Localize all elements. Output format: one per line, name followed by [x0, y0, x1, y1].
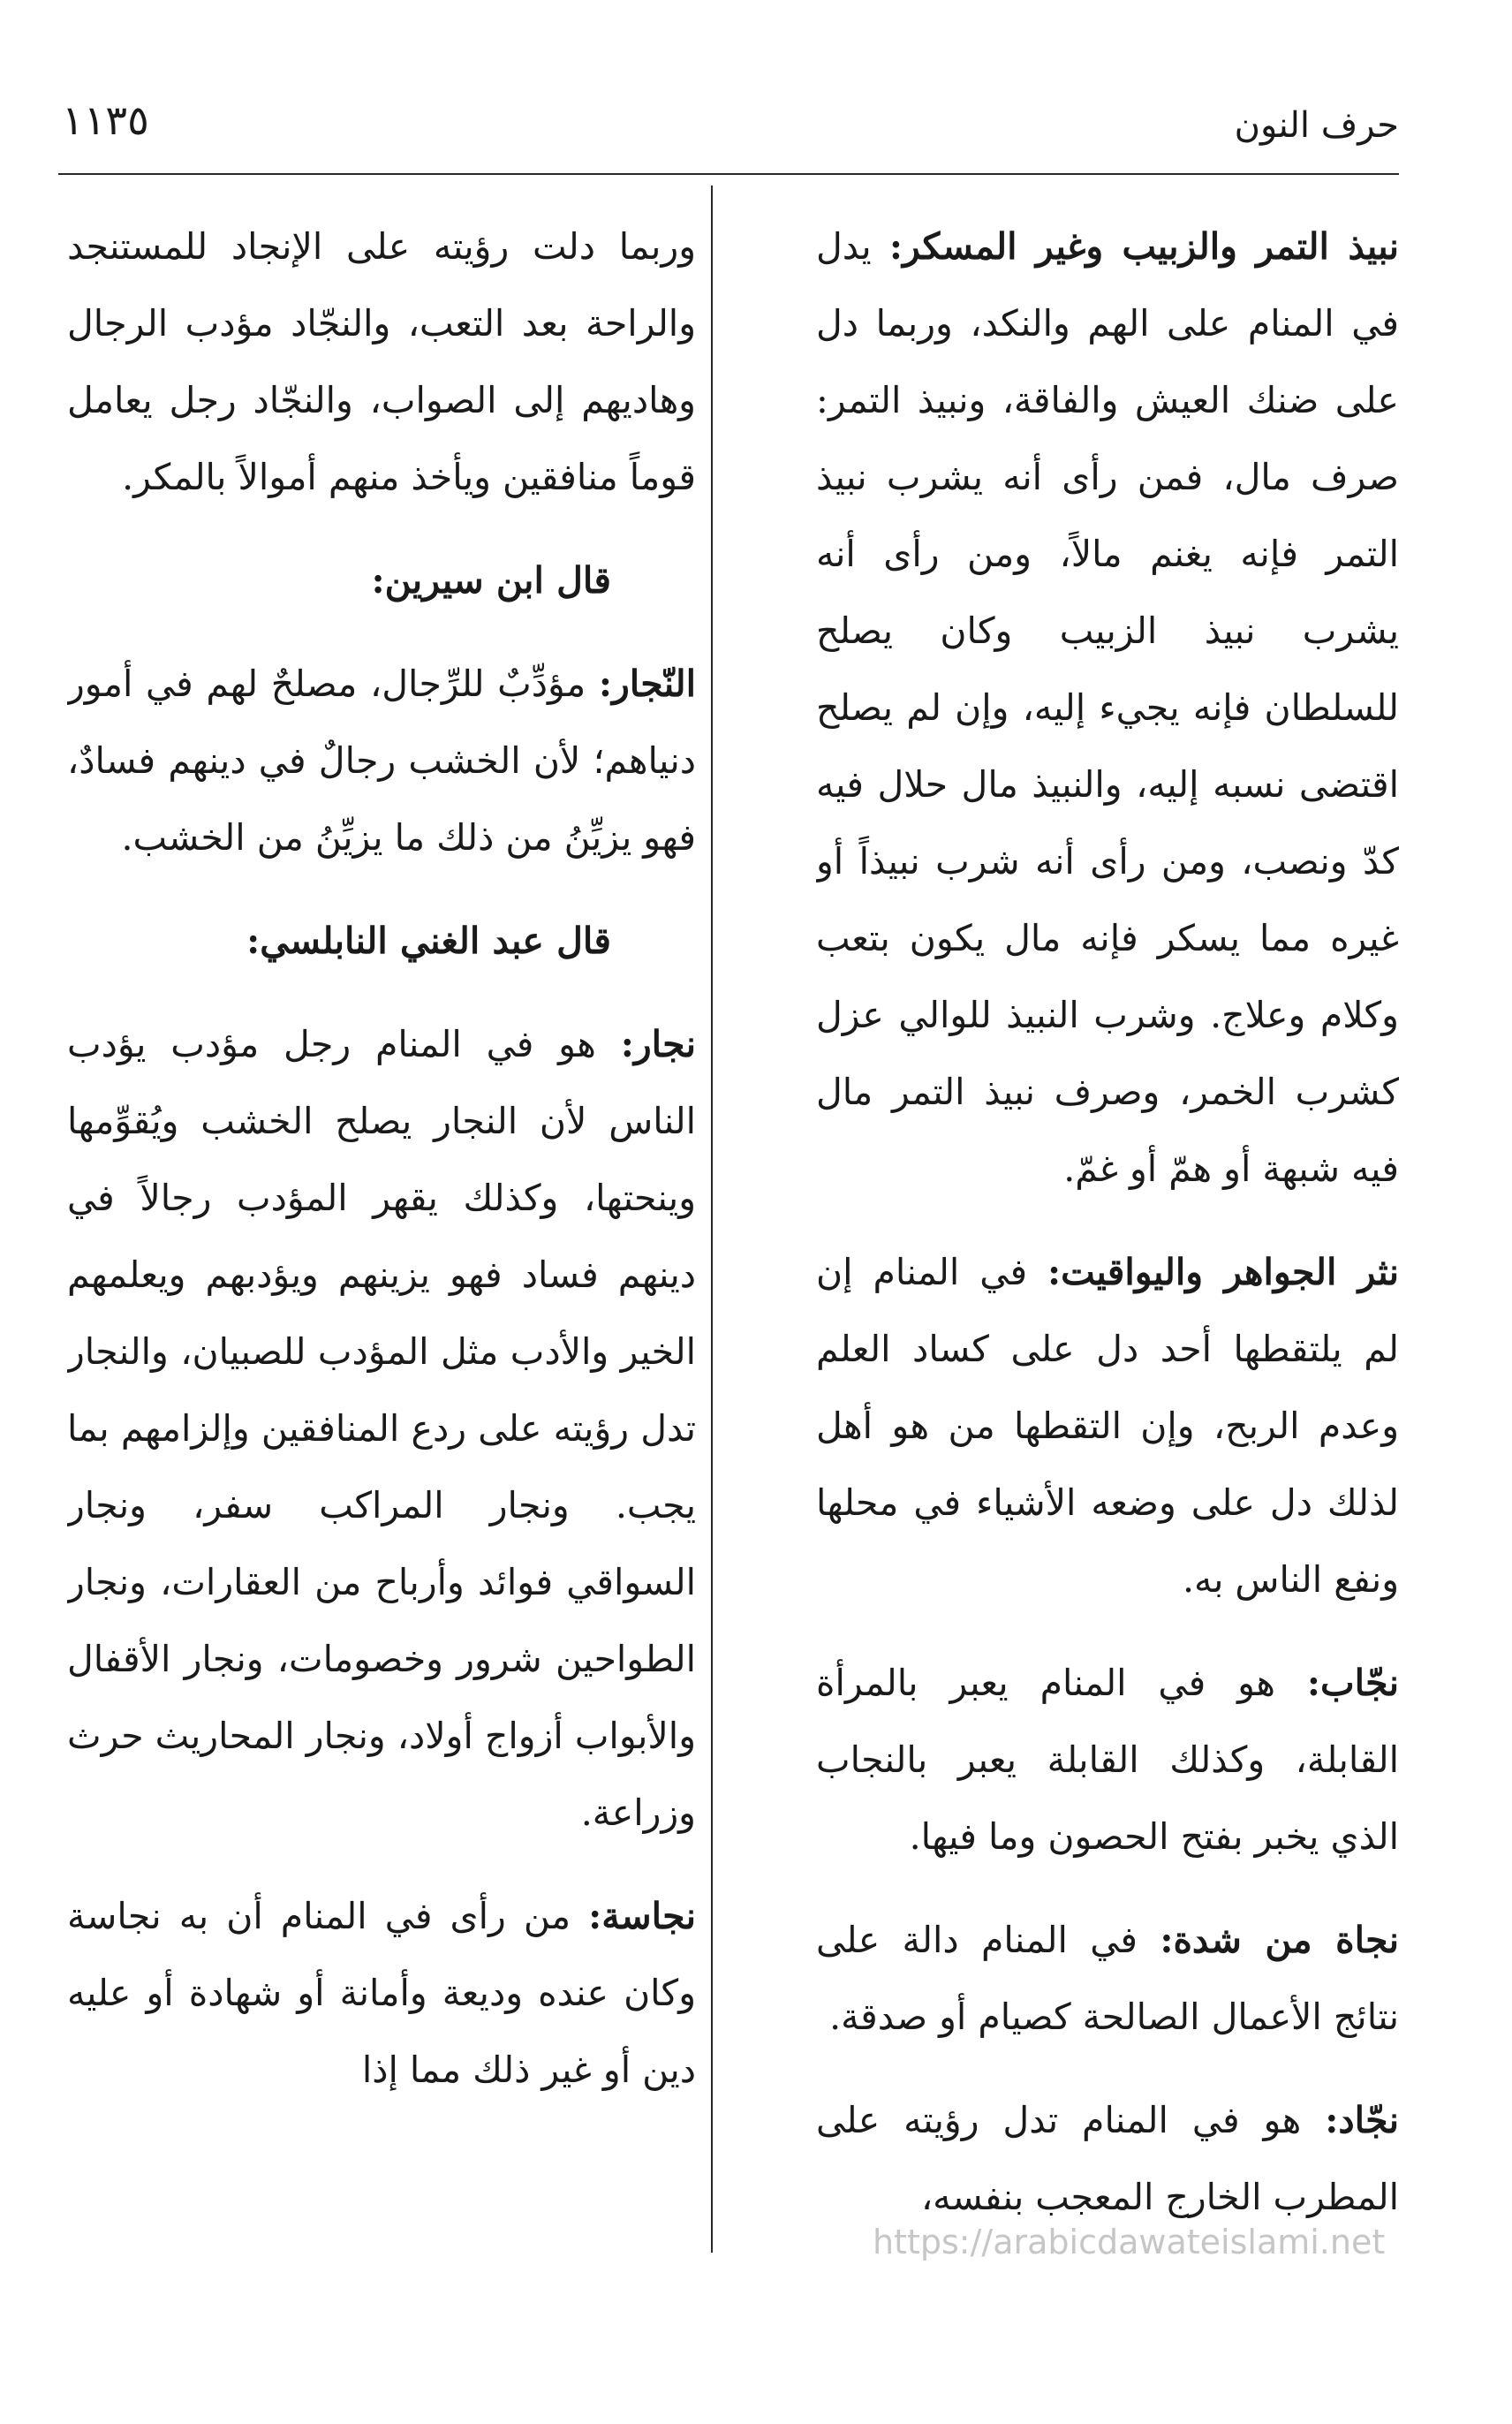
continuation-text: وربما دلت رؤيته على الإنجاد للمستنجد والراحة بعد التعب، والنجّاد مؤدب الرجال وهاديهم إلى الصواب، والنجّاد رجل يعامل قوماً منافقين ويأخذ منهم أموالاً بالمكر. — [67, 225, 696, 498]
dictionary-entry — [816, 1645, 1399, 1875]
left-column — [67, 208, 696, 2240]
entry-body: هو في المنام يعبر بالمرأة القابلة، وكذلك القابلة يعبر بالنجاب الذي يخبر بفتح الحصون وما فيها. — [816, 1662, 1399, 1858]
entry-continuation — [67, 208, 696, 516]
entry-term: النّجار: — [598, 663, 696, 705]
dictionary-entry — [816, 1902, 1399, 2056]
dictionary-entry — [67, 1878, 696, 2109]
entry-body: في المنام إن لم يلتقطها أحد دل على كساد العلم وعدم الربح، وإن التقطها من هو أهل لذلك دل على وضعه الأشياء في محلها ونفع الناس به. — [816, 1251, 1399, 1601]
dictionary-entry — [67, 1006, 696, 1852]
entry-term: نجّاد: — [1325, 2099, 1399, 2141]
column-divider — [711, 186, 713, 2253]
running-header-title: حرف النون — [1234, 105, 1399, 146]
entry-term: نثر الجواهر واليواقيت: — [1047, 1251, 1399, 1293]
entry-term: نجاة من شدة: — [1160, 1919, 1399, 1961]
entry-term: نجار: — [620, 1023, 696, 1065]
header-divider — [58, 173, 1399, 175]
right-column — [816, 208, 1399, 2240]
entry-body: هو في المنام تدل رؤيته على المطرب الخارج المعجب بنفسه، — [816, 2099, 1399, 2218]
entry-body: هو في المنام رجل مؤدب يؤدب الناس لأن النجار يصلح الخشب ويُقوِّمها وينحتها، وكذلك يقهر المؤدب رجالاً في دينهم فساد فهو يزينهم ويؤدبهم ويعلمهم الخير والأدب مثل المؤدب للصبيان، والنجار تدل رؤيته على ردع المنافقين وإلزامهم بما يجب. ونجار المراكب سفر، ونجار السواقي فوائد وأرباح من العقارات، ونجار الطواحين شرور وخصومات، ونجار الأقفال والأبواب أزواج أولاد، ونجار المحاريث حرث وزراعة. — [67, 1023, 696, 1834]
entry-term: نجّاب: — [1306, 1662, 1399, 1704]
section-heading-ibn-sirin: قال ابن سيرين: — [371, 559, 611, 602]
dictionary-entry — [816, 1234, 1399, 1618]
entry-body: مؤدِّبٌ للرِّجال، مصلحٌ لهم في أمور دنياهم؛ لأن الخشب رجالٌ في دينهم فسادٌ، فهو يزيِّنُ من ذلك ما يزيِّنُ من الخشب. — [67, 663, 696, 859]
entry-body: في المنام دالة على نتائج الأعمال الصالحة كصيام أو صدقة. — [816, 1919, 1399, 2038]
entry-body: من رأى في المنام أن به نجاسة وكان عنده وديعة وأمانة أو شهادة أو عليه دين أو غير ذلك مما إذا — [67, 1895, 696, 2091]
watermark-url: https://arabicdawateislami.net — [873, 2223, 1386, 2261]
dictionary-entry — [816, 2082, 1399, 2236]
entry-body: يدل في المنام على الهم والنكد، وربما دل على ضنك العيش والفاقة، ونبيذ التمر: صرف مال، فمن رأى أنه يشرب نبيذ التمر فإنه يغنم مالاً، ومن رأى أنه يشرب نبيذ الزبيب وكان يصلح للسلطان فإنه يجيء إليه، وإن لم يصلح اقتضى نسبه إليه، والنبيذ مال حلال فيه كدّ ونصب، ومن رأى أنه شرب نبيذاً أو غيره مما يسكر فإنه مال يكون بتعب وكلام وعلاج. وشرب النبيذ للوالي عزل كشرب الخمر، وصرف نبيذ التمر مال فيه شبهة أو همّ أو غمّ. — [816, 225, 1399, 1190]
dictionary-entry — [67, 646, 696, 876]
dictionary-entry — [816, 208, 1399, 1208]
entry-term: نجاسة: — [588, 1895, 696, 1937]
section-heading-nabulsi: قال عبد الغني النابلسي: — [246, 920, 611, 962]
page-number: ١١٣٥ — [62, 96, 149, 144]
entry-term: نبيذ التمر والزبيب وغير المسكر: — [888, 225, 1399, 268]
